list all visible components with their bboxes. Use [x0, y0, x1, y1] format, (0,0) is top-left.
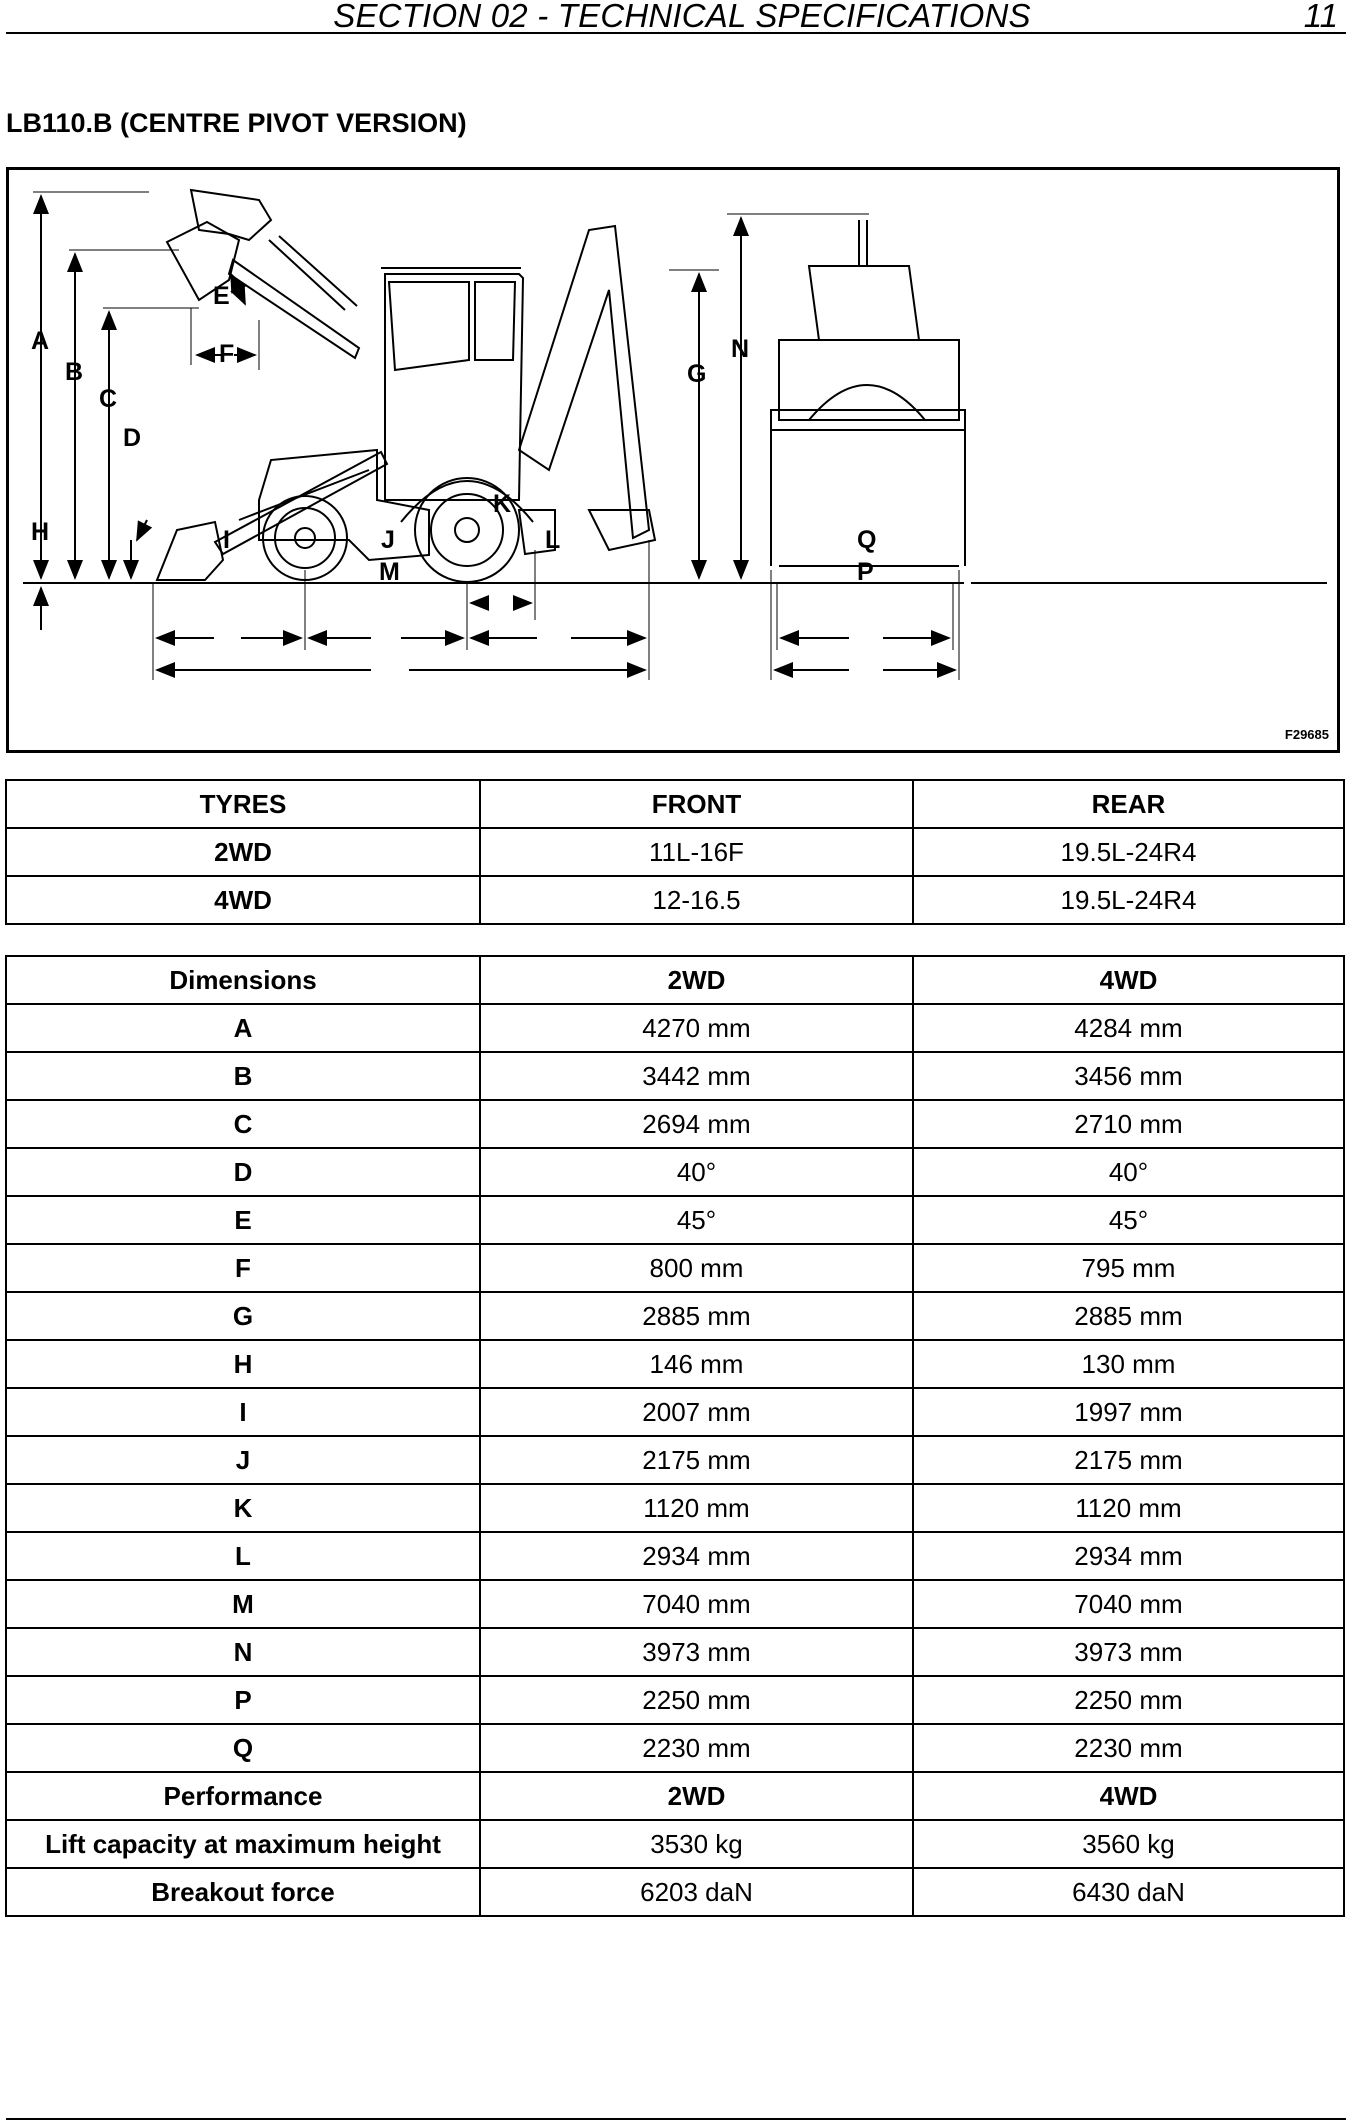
- row-label: M: [6, 1580, 480, 1628]
- label-C: C: [99, 385, 118, 413]
- table-header-row: [6, 956, 1344, 1004]
- table-cell: 7040 mm: [913, 1580, 1344, 1628]
- header-cell: Dimensions: [6, 956, 480, 1004]
- table-cell: 1997 mm: [913, 1388, 1344, 1436]
- table-cell: 7040 mm: [480, 1580, 913, 1628]
- table-cell: 12-16.5: [480, 876, 913, 924]
- label-G: G: [687, 360, 707, 388]
- label-I: I: [223, 526, 230, 554]
- row-label: Lift capacity at maximum height: [6, 1820, 480, 1868]
- row-label: E: [6, 1196, 480, 1244]
- table-cell: 6430 daN: [913, 1868, 1344, 1916]
- table-cell: 2710 mm: [913, 1100, 1344, 1148]
- row-label: G: [6, 1292, 480, 1340]
- label-P: P: [857, 558, 874, 586]
- table-row: [6, 1724, 1344, 1772]
- table-cell: 146 mm: [480, 1340, 913, 1388]
- table-row: [6, 876, 1344, 924]
- label-L: L: [545, 526, 561, 554]
- row-label: B: [6, 1052, 480, 1100]
- row-label: D: [6, 1148, 480, 1196]
- table-cell: 3456 mm: [913, 1052, 1344, 1100]
- row-label: I: [6, 1388, 480, 1436]
- table-row: [6, 1436, 1344, 1484]
- header-cell: 4WD: [913, 956, 1344, 1004]
- dimensions-table: [5, 955, 1345, 1917]
- row-label: P: [6, 1676, 480, 1724]
- header-cell: TYRES: [6, 780, 480, 828]
- row-label: F: [6, 1244, 480, 1292]
- table-cell: 2885 mm: [480, 1292, 913, 1340]
- row-label: C: [6, 1100, 480, 1148]
- table-cell: 795 mm: [913, 1244, 1344, 1292]
- dimension-diagram: [6, 167, 1340, 753]
- label-J: J: [381, 526, 395, 554]
- header-cell: FRONT: [480, 780, 913, 828]
- table-cell: 2230 mm: [480, 1724, 913, 1772]
- table-cell: 130 mm: [913, 1340, 1344, 1388]
- label-F: F: [219, 340, 235, 368]
- table-row: [6, 1580, 1344, 1628]
- header-cell: 2WD: [480, 1772, 913, 1820]
- table-row: [6, 1388, 1344, 1436]
- table-cell: 3973 mm: [480, 1628, 913, 1676]
- table-cell: 2934 mm: [480, 1532, 913, 1580]
- table-row: [6, 1628, 1344, 1676]
- table-row: [6, 1148, 1344, 1196]
- row-label: H: [6, 1340, 480, 1388]
- page-header: [6, 0, 1346, 34]
- table-row: [6, 1292, 1344, 1340]
- label-B: B: [65, 358, 84, 386]
- table-cell: 800 mm: [480, 1244, 913, 1292]
- table-cell: 40°: [913, 1148, 1344, 1196]
- table-cell: 45°: [480, 1196, 913, 1244]
- backhoe-loader-drawing: [9, 170, 1337, 750]
- header-cell: 4WD: [913, 1772, 1344, 1820]
- table-cell: 45°: [913, 1196, 1344, 1244]
- row-label: Breakout force: [6, 1868, 480, 1916]
- row-label: K: [6, 1484, 480, 1532]
- table-cell: 4270 mm: [480, 1004, 913, 1052]
- table-cell: 2250 mm: [913, 1676, 1344, 1724]
- table-cell: 3442 mm: [480, 1052, 913, 1100]
- label-K: K: [493, 490, 512, 518]
- label-M: M: [379, 558, 400, 586]
- table-cell: 2175 mm: [913, 1436, 1344, 1484]
- table-cell: 19.5L-24R4: [913, 828, 1344, 876]
- table-cell: 3973 mm: [913, 1628, 1344, 1676]
- row-label: 2WD: [6, 828, 480, 876]
- table-row: [6, 828, 1344, 876]
- table-cell: 2250 mm: [480, 1676, 913, 1724]
- table-row: [6, 1340, 1344, 1388]
- section-title: SECTION 02 - TECHNICAL SPECIFICATIONS: [333, 0, 1031, 34]
- label-Q: Q: [857, 526, 877, 554]
- row-label: L: [6, 1532, 480, 1580]
- label-A: A: [31, 327, 50, 355]
- table-row: [6, 1100, 1344, 1148]
- table-header-row: [6, 780, 1344, 828]
- table-cell: 11L-16F: [480, 828, 913, 876]
- performance-header-row: [6, 1772, 1344, 1820]
- label-D: D: [123, 424, 142, 452]
- table-cell: 4284 mm: [913, 1004, 1344, 1052]
- model-title: LB110.B (CENTRE PIVOT VERSION): [6, 108, 467, 138]
- table-cell: 2230 mm: [913, 1724, 1344, 1772]
- header-cell: Performance: [6, 1772, 480, 1820]
- table-cell: 3560 kg: [913, 1820, 1344, 1868]
- row-label: 4WD: [6, 876, 480, 924]
- header-cell: 2WD: [480, 956, 913, 1004]
- table-row: [6, 1196, 1344, 1244]
- tyres-table: [5, 779, 1345, 925]
- table-cell: 19.5L-24R4: [913, 876, 1344, 924]
- label-E: E: [213, 282, 230, 310]
- table-cell: 1120 mm: [480, 1484, 913, 1532]
- table-row: [6, 1004, 1344, 1052]
- table-row: [6, 1820, 1344, 1868]
- page-number: 11: [1303, 0, 1338, 34]
- header-cell: REAR: [913, 780, 1344, 828]
- table-row: [6, 1868, 1344, 1916]
- table-row: [6, 1532, 1344, 1580]
- table-cell: 3530 kg: [480, 1820, 913, 1868]
- figure-code: F29685: [1284, 727, 1329, 742]
- table-cell: 40°: [480, 1148, 913, 1196]
- label-H: H: [31, 518, 50, 546]
- table-row: [6, 1484, 1344, 1532]
- row-label: N: [6, 1628, 480, 1676]
- label-N: N: [731, 335, 750, 363]
- table-cell: 2885 mm: [913, 1292, 1344, 1340]
- table-cell: 2934 mm: [913, 1532, 1344, 1580]
- table-cell: 2175 mm: [480, 1436, 913, 1484]
- footer-rule: [6, 2118, 1346, 2120]
- row-label: A: [6, 1004, 480, 1052]
- table-cell: 2007 mm: [480, 1388, 913, 1436]
- table-row: [6, 1244, 1344, 1292]
- row-label: Q: [6, 1724, 480, 1772]
- table-cell: 6203 daN: [480, 1868, 913, 1916]
- table-cell: 2694 mm: [480, 1100, 913, 1148]
- table-row: [6, 1676, 1344, 1724]
- table-row: [6, 1052, 1344, 1100]
- row-label: J: [6, 1436, 480, 1484]
- table-cell: 1120 mm: [913, 1484, 1344, 1532]
